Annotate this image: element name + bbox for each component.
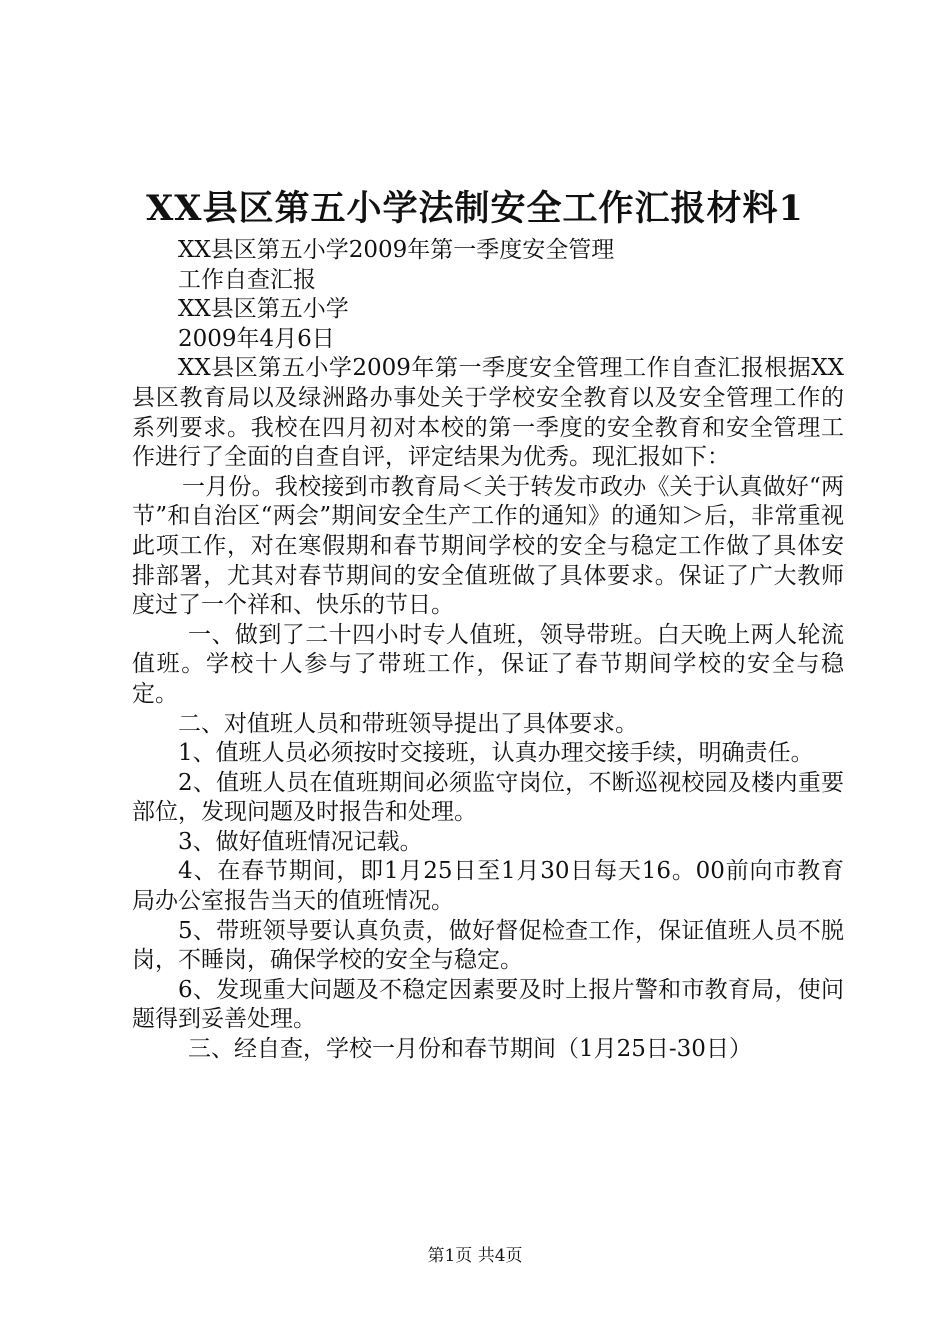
paragraph-item-4: 4、在春节期间，即1月25日至1月30日每天16。00前向市教育局办公室报告当天的值班情况。 (132, 858, 844, 915)
header-line-date: 2009年4月6日 (178, 325, 335, 352)
document-title: XX县区第五小学法制安全工作汇报材料1 (146, 188, 804, 229)
document-body (132, 236, 844, 1065)
header-line-school: XX县区第五小学 (178, 296, 349, 323)
page-indicator: 第1页 共4页 (427, 1246, 523, 1266)
header-line-subject: XX县区第五小学2009年第一季度安全管理 (178, 237, 615, 263)
paragraph-section-3: 三、经自查，学校一月份和春节期间（1月25日-30日） (188, 1036, 752, 1063)
paragraph-item-2: 2、值班人员在值班期间必须监守岗位，不断巡视校园及楼内重要部位，发现问题及时报告和处理。 (132, 769, 844, 826)
paragraph-item-5: 5、带班领导要认真负责，做好督促检查工作，保证值班人员不脱岗，不睡岗，确保学校的安全与稳定。 (132, 917, 844, 974)
paragraph-item-1: 1、值班人员必须按时交接班，认真办理交接手续，明确责任。 (178, 740, 814, 767)
header-line-subject-cont: 工作自查汇报 (178, 266, 316, 293)
paragraph-january: 一月份。我校接到市教育局＜关于转发市政办《关于认真做好“两节”和自治区“两会”期间安全生产工作的通知》的通知＞后，非常重视此项工作，对在寒假期和春节期间学校的安全与稳定工作做了具体安排部署，尤其对春节期间的安全值班做了具体要求。保证了广大教师度过了一个祥和、快乐的节日。 (132, 473, 844, 619)
paragraph-intro: XX县区第五小学2009年第一季度安全管理工作自查汇报根据XX县区教育局以及绿洲路办事处关于学校安全教育以及安全管理工作的系列要求。我校在四月初对本校的第一季度的安全教育和安全管理工作进行了全面的自查自评，评定结果为优秀。现汇报如下： (132, 355, 844, 471)
paragraph-section-2: 二、对值班人员和带班领导提出了具体要求。 (178, 710, 638, 737)
paragraph-section-1: 一、做到了二十四小时专人值班，领导带班。白天晚上两人轮流值班。学校十人参与了带班工作，保证了春节期间学校的安全与稳定。 (132, 621, 844, 707)
paragraph-item-3: 3、做好值班情况记载。 (178, 828, 423, 855)
paragraph-item-6: 6、发现重大问题及不稳定因素要及时上报片警和市教育局，使问题得到妥善处理。 (132, 976, 844, 1033)
